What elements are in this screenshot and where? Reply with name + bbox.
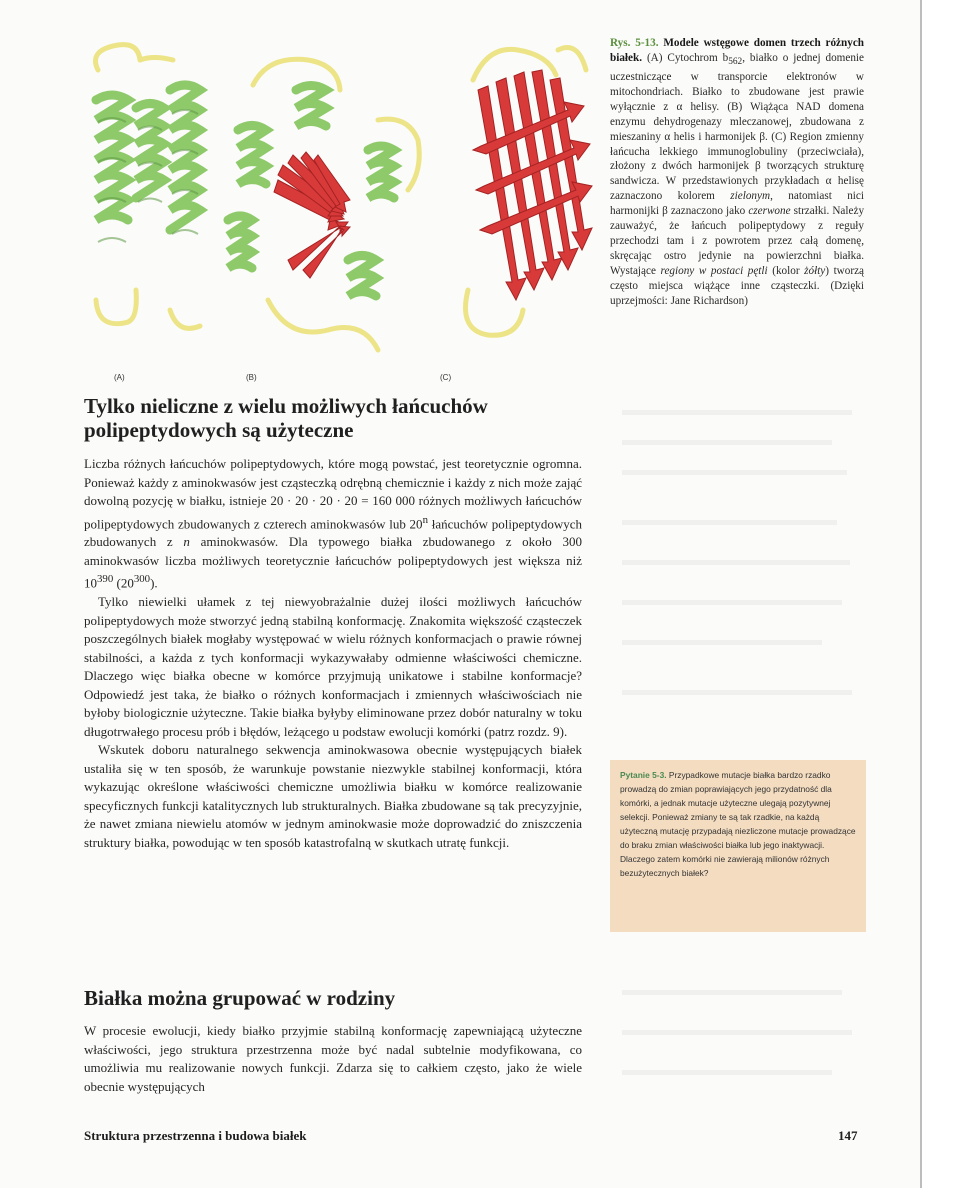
panel-a-cytochrome-ribbon bbox=[96, 45, 201, 329]
protein-ribbon-figure bbox=[78, 30, 598, 382]
section-1-body bbox=[84, 455, 582, 852]
heading-line: polipeptydowych są użyteczne bbox=[84, 418, 354, 442]
caption-text: (kolor bbox=[772, 264, 800, 277]
caption-text: strzałki. Należy zauważyć, że łańcuch polipeptydowy z reguły przechodzi tam i z powrotem przez całą domenę, skręcając ostro jedynie na powierzchni białka. Wystające bbox=[610, 205, 865, 277]
paragraph: Tylko niewielki ułamek z tej niewyobrażalnie dużej ilości możliwych łańcuchów polipeptydowych może stworzyć jedną stabilną konformację. Znakomita większość cząsteczek poszczególnych białek mogłaby występować w wielu różnych konformacjach o prawie równej stabilności, a każda z tych konformacji wykazywałaby odmienne właściwości chemiczne. Dlaczego więc białka obecne w komórce przyjmują unikatowe i stabilne konformacje? Odpowiedź jest taka, że białko o różnych konformacjach i zmiennych właściwościach nie byłoby biologicznie użyteczne. Takie białka byłyby eliminowane przez dobór naturalny w toku długotrwałego procesu prób i błędów, leżącego u podstaw ewolucji komórki (patrz rozdz. 9). bbox=[84, 594, 582, 739]
show-through-line bbox=[622, 1070, 832, 1075]
show-through-line bbox=[622, 520, 837, 525]
paragraph-text: (20 bbox=[113, 575, 134, 591]
show-through-line bbox=[622, 560, 850, 565]
caption-red-word: czerwone bbox=[748, 205, 791, 218]
caption-text: , białko o jednej domenie uczestniczące w transporcie elektronów w mitochondriach. Białko to zbudowane jest prawie wyłącznie z α helisy. (B) Wiążąca NAD domena enzymu dehydrogenazy mleczanowej, zbudowana z mieszaniny α helis i harmonijek β. (C) Region zmienny łańcucha lekkiego immunoglobuliny (przeciwciała), złożony z dwóch harmonijek β tworzących strukturę sandwicza. W przedstawionych przykładach α helisę zaznaczono kolorem bbox=[610, 51, 865, 203]
caption-number: Rys. 5-13. bbox=[610, 37, 659, 49]
caption-yellow-word: żółty bbox=[804, 264, 826, 277]
superscript: n bbox=[422, 513, 428, 526]
section-heading-1 bbox=[84, 394, 488, 442]
paragraph: W procesie ewolucji, kiedy białko przyjmie stabilną konformację zapewniającą użyteczne właściwości, jego struktura przestrzenna może być nadal subtelnie modyfikowana, co umożliwia mu realizowanie nowych funkcji. Zdarza się to całkiem często, jako że wiele obecnie występujących bbox=[84, 1023, 582, 1094]
figure-caption bbox=[610, 36, 864, 309]
caption-text: ) tworzą często miejsca wiążące inne cząsteczki. bbox=[610, 264, 865, 292]
caption-title: Modele wstęgowe domen trzech różnych białek. bbox=[610, 37, 865, 64]
show-through-line bbox=[622, 1030, 852, 1035]
caption-subscript: 562 bbox=[728, 57, 743, 68]
show-through-line bbox=[622, 640, 822, 645]
page-edge bbox=[920, 0, 922, 1188]
section-2-body bbox=[84, 1022, 582, 1096]
italic-variable: n bbox=[183, 534, 190, 550]
panel-label-a: (A) bbox=[114, 373, 125, 382]
panel-label-c: (C) bbox=[440, 373, 452, 382]
show-through-line bbox=[622, 440, 832, 445]
paragraph-text: Liczba różnych łańcuchów polipeptydowych, które mogą powstać, jest teoretycznie ogromna. Ponieważ każdy z aminokwasów jest cząsteczką odrębną chemicznie i każdy z nich może zająć dowolną pozycję w białku, istnieje 20 · 20 · 20 · 20 = 160 000 różnych możliwych łańcuchów polipeptydowych zbudowanych z czterech aminokwasów lub 20 bbox=[84, 456, 582, 531]
caption-loop-words: regiony w postaci pętli bbox=[660, 264, 768, 277]
show-through-line bbox=[622, 690, 852, 695]
show-through-line bbox=[622, 990, 842, 995]
ribbon-models-svg bbox=[78, 30, 598, 370]
superscript: 390 bbox=[97, 573, 114, 586]
superscript: 300 bbox=[133, 573, 151, 586]
paragraph: Wskutek doboru naturalnego sekwencja aminokwasowa obecnie występujących białek ustaliła się w ten sposób, że warunkuje powstanie niezwykle stabilnej konformacji, która wykazując określone właściwości chemiczne umożliwia białku w komórce realizowanie specyficznych funkcji katalitycznych lub strukturalnych. Białka zbudowane są tak precyzyjnie, że nawet zmiana niewielu atomów w jednym aminokwasie może doprowadzić do zniszczenia struktury białka, powodując w ten sposób katastrofalną w skutkach utratę funkcji. bbox=[84, 742, 582, 850]
section-heading-2: Białka można grupować w rodziny bbox=[84, 986, 396, 1010]
caption-text: (A) Cytochrom b bbox=[646, 51, 729, 64]
caption-green-word: zielonym bbox=[730, 190, 771, 203]
paragraph-text: ). bbox=[150, 575, 158, 591]
paragraph-text: aminokwasów. Dla typowego białka zbudowanego z około 300 aminokwasów liczba możliwych teoretycznie łańcuchów polipeptydowych jest większa niż 10 bbox=[84, 534, 583, 591]
paragraph-text: łańcuchów polipeptydowych zbudowanych z bbox=[84, 515, 582, 550]
show-through-line bbox=[622, 600, 842, 605]
page-number: 147 bbox=[838, 1128, 858, 1143]
paragraph bbox=[84, 455, 582, 593]
question-text: Przypadkowe mutacje białka bardzo rzadko prowadzą do zmian poprawiających jego przydatność dla komórki, a jednak mutacje użyteczne ulegają pozytywnej selekcji. Ponieważ zmiany te są tak rzadkie, na każdą użyteczną mutację przypadają niezliczone mutacje prowadzące do braku zmian właściwości białka lub jego inaktywacji. Dlaczego zatem komórki nie zawierają milionów różnych bezużytecznych białek? bbox=[620, 770, 856, 878]
heading-line: Tylko nieliczne z wielu możliwych łańcuchów bbox=[84, 394, 488, 418]
question-label: Pytanie 5-3. bbox=[620, 770, 667, 780]
panel-b-dehydrogenase-ribbon bbox=[228, 59, 419, 350]
running-footer-title: Struktura przestrzenna i budowa białek bbox=[84, 1128, 307, 1143]
panel-c-immunoglobulin-ribbon bbox=[466, 48, 593, 336]
panel-label-b: (B) bbox=[246, 373, 257, 382]
question-box bbox=[610, 760, 866, 932]
show-through-line bbox=[622, 410, 852, 415]
caption-text: , natomiast nici harmonijki β zaznaczono jako bbox=[610, 190, 864, 218]
show-through-line bbox=[622, 470, 847, 475]
caption-credit: (Dzięki uprzejmości: Jane Richardson) bbox=[610, 279, 864, 307]
